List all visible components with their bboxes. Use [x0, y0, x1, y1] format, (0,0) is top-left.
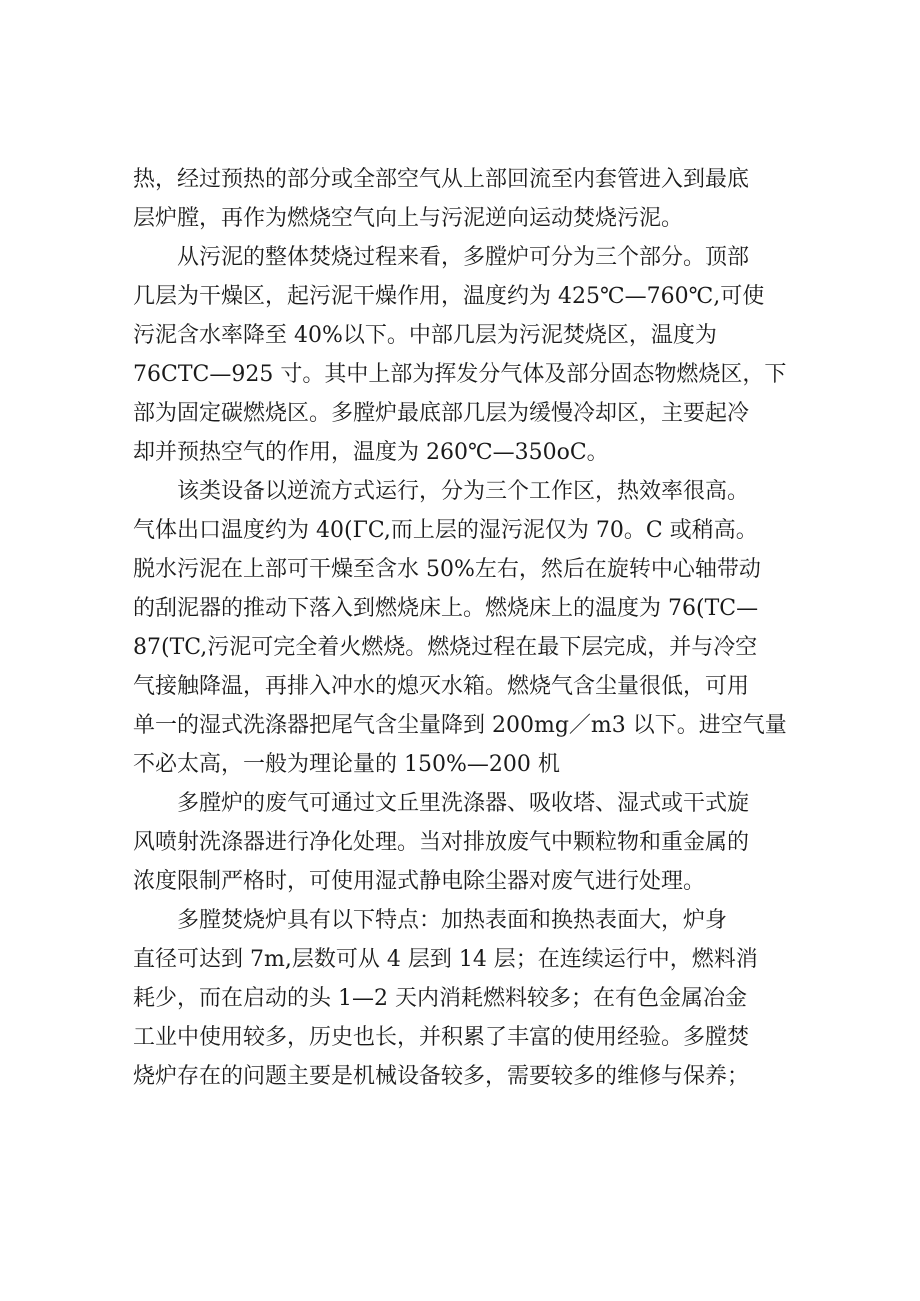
- paragraph-line: 该类设备以逆流方式运行，分为三个工作区，热效率很高。: [177, 479, 750, 504]
- paragraph-line: 脱水污泥在上部可干燥至含水 50%左右，然后在旋转中心轴带动: [133, 557, 761, 582]
- paragraph-line: 热，经过预热的部分或全部空气从上部回流至内套管进入到最底: [133, 167, 750, 192]
- paragraph-line: 部为固定碳燃烧区。多膛炉最底部几层为缓慢冷却区，主要起冷: [133, 401, 750, 426]
- paragraph-line: 的刮泥器的推动下落入到燃烧床上。燃烧床上的温度为 76(TC—: [133, 596, 759, 621]
- paragraph-line: 工业中使用较多，历史也长，并积累了丰富的使用经验。多膛焚: [133, 1025, 750, 1050]
- paragraph-line: 不必太高，一般为理论量的 150%—200 机: [133, 752, 560, 777]
- paragraph-line: 几层为干燥区，起污泥干燥作用，温度约为 425℃—760℃,可使: [133, 284, 765, 309]
- paragraph-line: 气体出口温度约为 40(ΓC,而上层的湿污泥仅为 70。C 或稍高。: [133, 518, 758, 543]
- paragraph-line: 76CTC—925 寸。其中上部为挥发分气体及部分固态物燃烧区，下: [133, 362, 787, 387]
- paragraph-line: 多膛炉的废气可通过文丘里洗涤器、吸收塔、湿式或干式旋: [177, 791, 750, 816]
- paragraph-line: 浓度限制严格时，可使用湿式静电除尘器对废气进行处理。: [133, 869, 706, 894]
- paragraph-line: 耗少，而在启动的头 1—2 天内消耗燃料较多；在有色金属冶金: [133, 986, 747, 1011]
- paragraph-line: 从污泥的整体焚烧过程来看，多膛炉可分为三个部分。顶部: [177, 245, 750, 270]
- paragraph-line: 气接触降温，再排入冲水的熄灭水箱。燃烧气含尘量很低，可用: [133, 674, 750, 699]
- paragraph-line: 污泥含水率降至 40%以下。中部几层为污泥焚烧区，温度为: [133, 323, 717, 348]
- paragraph-line: 87(TC,污泥可完全着火燃烧。燃烧过程在最下层完成，并与冷空: [133, 635, 758, 660]
- body-text: [133, 160, 793, 1096]
- paragraph-line: 烧炉存在的问题主要是机械设备较多，需要较多的维修与保养；: [133, 1064, 750, 1089]
- paragraph-line: 风喷射洗涤器进行净化处理。当对排放废气中颗粒物和重金属的: [133, 830, 750, 855]
- paragraph-line: 单一的湿式洗涤器把尾气含尘量降到 200mg／m3 以下。进空气量: [133, 713, 787, 738]
- paragraph-line: 多膛焚烧炉具有以下特点：加热表面和换热表面大，炉身: [177, 908, 728, 933]
- paragraph-line: 却并预热空气的作用，温度为 260℃—350oC。: [133, 440, 609, 465]
- paragraph-line: 直径可达到 7m,层数可从 4 层到 14 层；在连续运行中，燃料消: [133, 947, 758, 972]
- paragraph-line: 层炉膛，再作为燃烧空气向上与污泥逆向运动焚烧污泥。: [133, 206, 684, 231]
